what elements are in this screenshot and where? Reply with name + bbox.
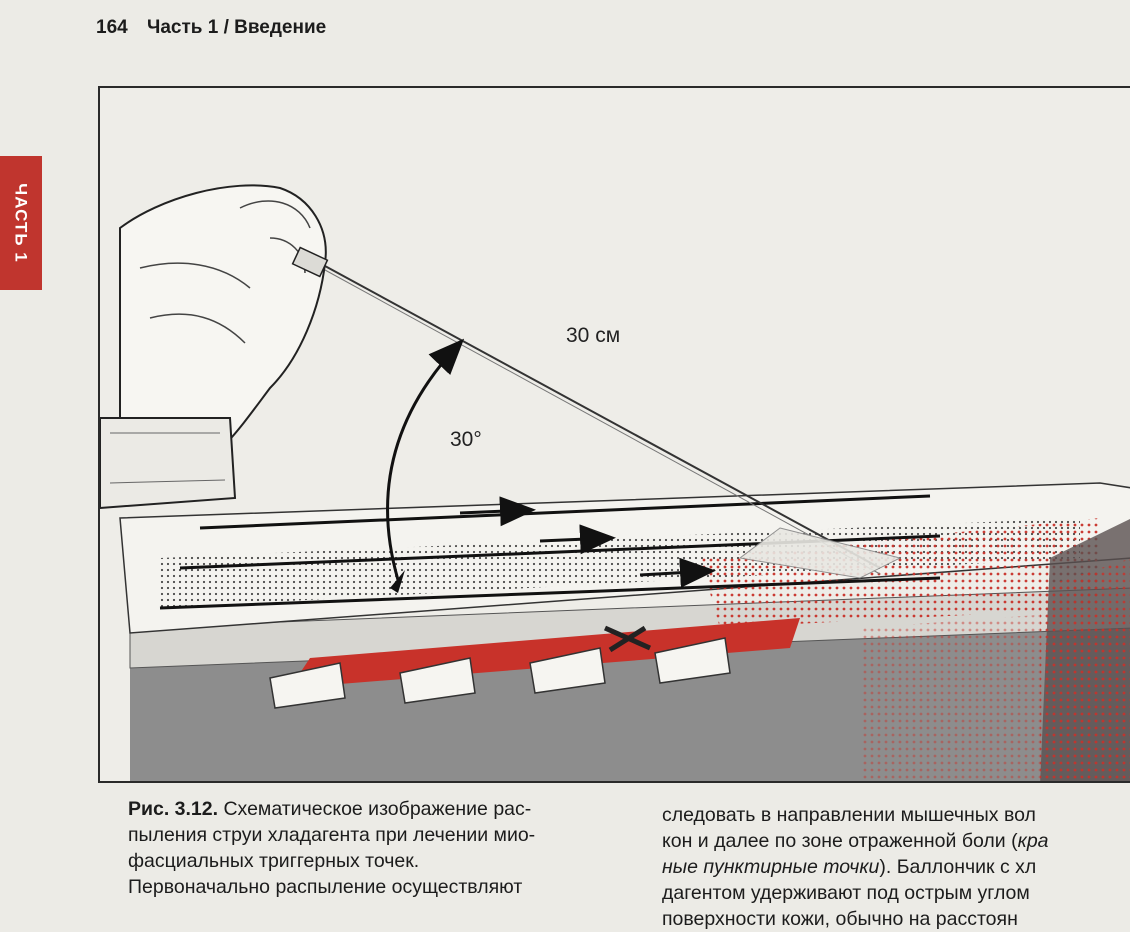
caption-line-1: Схематическое изображение рас- bbox=[223, 798, 532, 820]
right-line-1: следовать в направлении мышечных вол bbox=[662, 804, 1036, 826]
spray-diagram bbox=[100, 88, 1130, 783]
right-line-4: дагентом удерживают под острым углом bbox=[662, 882, 1030, 904]
part-tab bbox=[0, 156, 42, 290]
right-line-3b: ). Баллончик с хл bbox=[879, 856, 1037, 878]
running-head bbox=[96, 17, 326, 39]
distance-label: 30 см bbox=[566, 324, 621, 347]
angle-label: 30° bbox=[450, 428, 482, 451]
figure-illustration bbox=[98, 86, 1130, 783]
caption-label: Рис. 3.12. bbox=[128, 798, 219, 820]
right-line-5: поверхности кожи, обычно на расстоян bbox=[662, 908, 1018, 930]
section-title: Часть 1 / Введение bbox=[146, 17, 327, 38]
figure-caption bbox=[128, 796, 638, 900]
right-line-2a: кон и далее по зоне отраженной боли ( bbox=[662, 830, 1018, 852]
right-line-3a: ные пунктирные точки bbox=[662, 856, 880, 878]
caption-line-3: фасциальных триггерных точек. bbox=[128, 850, 420, 872]
part-tab-label: ЧАСТЬ 1 bbox=[12, 183, 31, 263]
page-number: 164 bbox=[96, 17, 128, 38]
right-column-text bbox=[662, 776, 1130, 932]
caption-line-2: пыления струи хладагента при лечении мио- bbox=[128, 824, 536, 846]
caption-line-4: Первоначально распыление осуществляют bbox=[128, 876, 523, 898]
right-line-2b: кра bbox=[1017, 830, 1049, 852]
